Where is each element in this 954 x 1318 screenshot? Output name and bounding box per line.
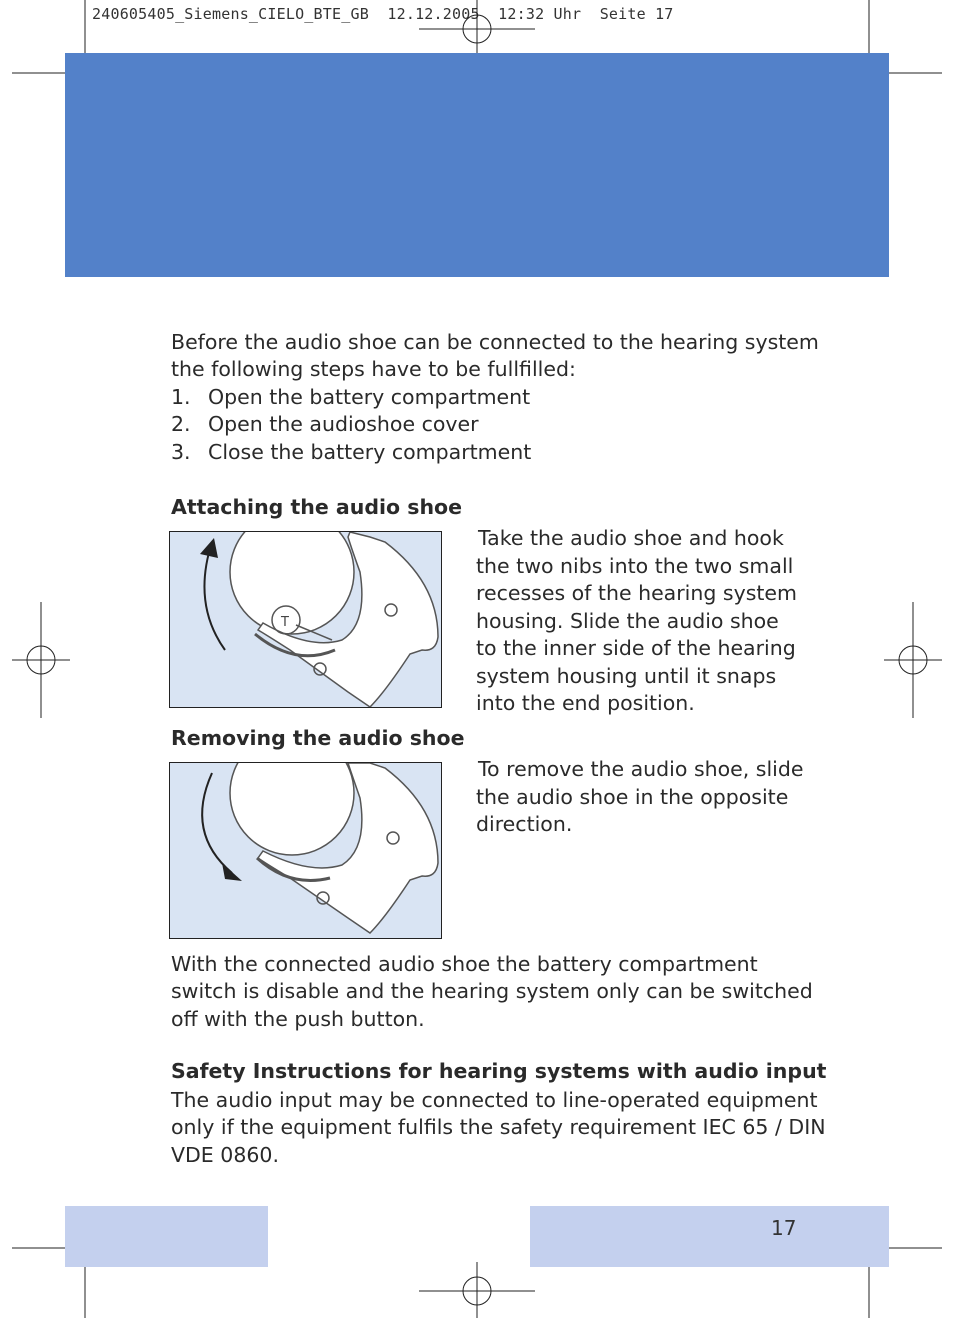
registration-mark-left xyxy=(12,602,70,718)
attaching-heading: Attaching the audio shoe xyxy=(171,495,463,519)
step-item xyxy=(171,439,532,467)
safety-line: only if the equipment fulfils the safety requirement IEC 65 / DIN xyxy=(171,1115,826,1139)
removing-line: direction. xyxy=(476,812,573,836)
connected-line: switch is disable and the hearing system only can be switched xyxy=(171,979,813,1003)
attaching-line: housing. Slide the audio shoe xyxy=(476,609,779,633)
removing-heading: Removing the audio shoe xyxy=(171,726,465,750)
print-slug: 240605405_Siemens_CIELO_BTE_GB 12.12.2005 12:32 Uhr Seite 17 xyxy=(92,5,674,23)
safety-heading: Safety Instructions for hearing systems with audio input xyxy=(171,1059,827,1083)
page-number: 17 xyxy=(771,1216,797,1240)
step-text: Close the battery compartment xyxy=(208,440,532,464)
attaching-line: system housing until it snaps xyxy=(476,664,777,688)
step-item xyxy=(171,411,479,439)
safety-line: The audio input may be connected to line-operated equipment xyxy=(171,1088,818,1112)
attach-illustration xyxy=(169,531,442,708)
attaching-line: to the inner side of the hearing xyxy=(476,636,796,660)
intro-line-1: Before the audio shoe can be connected to the hearing system xyxy=(171,330,819,354)
registration-mark-top xyxy=(419,0,535,56)
registration-mark-bottom xyxy=(419,1262,535,1318)
removing-line: the audio shoe in the opposite xyxy=(476,785,789,809)
step-text: Open the audioshoe cover xyxy=(208,412,479,436)
step-number: 2. xyxy=(171,412,191,436)
header-band xyxy=(65,53,889,277)
step-item xyxy=(171,384,531,412)
attaching-line: the two nibs into the two small xyxy=(476,554,794,578)
step-number: 3. xyxy=(171,440,191,464)
connected-line: With the connected audio shoe the battery compartment xyxy=(171,952,758,976)
step-number: 1. xyxy=(171,385,191,409)
registration-mark-right xyxy=(884,602,942,718)
footer-band-right xyxy=(530,1206,889,1267)
intro-line-2: the following steps have to be fullfilled: xyxy=(171,357,576,381)
connected-line: off with the push button. xyxy=(171,1007,425,1031)
safety-line: VDE 0860. xyxy=(171,1143,279,1167)
step-text: Open the battery compartment xyxy=(208,385,531,409)
attach-diagram xyxy=(170,532,441,707)
attaching-line: into the end position. xyxy=(476,691,695,715)
remove-illustration xyxy=(169,762,442,939)
attaching-line: Take the audio shoe and hook xyxy=(478,526,784,550)
footer-band-left xyxy=(65,1206,268,1267)
remove-diagram xyxy=(170,763,441,938)
figure-label: T xyxy=(281,615,289,630)
attaching-line: recesses of the hearing system xyxy=(476,581,798,605)
removing-line: To remove the audio shoe, slide xyxy=(478,757,804,781)
